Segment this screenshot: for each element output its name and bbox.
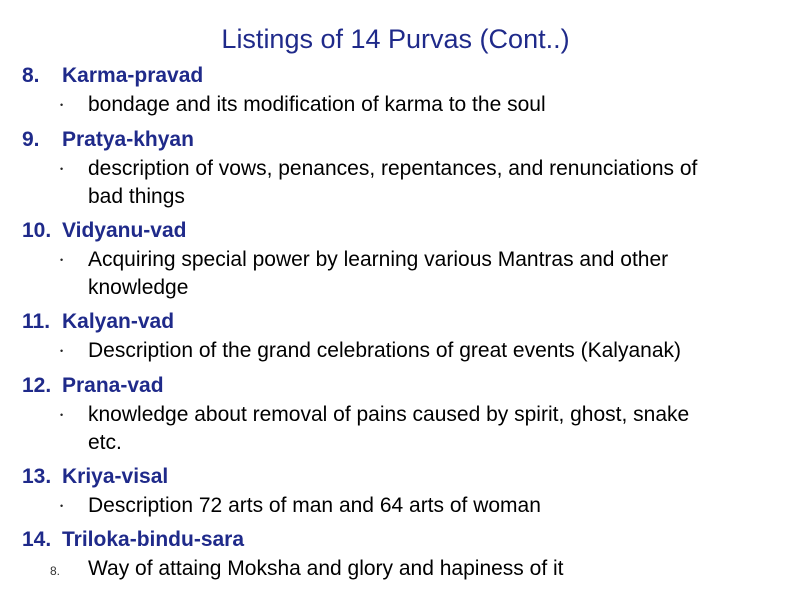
description-line: Description of the grand celebrations of great events (Kalyanak) [88,339,681,362]
item-name: Kalyan-vad [62,310,175,333]
item-number: 12. [22,374,52,397]
purva-list [0,61,791,583]
item-heading [0,462,791,492]
item-name: Prana-vad [62,374,164,397]
item-number: 14. [22,528,52,551]
item-number: 10. [22,219,52,242]
description-line: etc. [88,431,122,454]
bullet-icon: • [60,410,64,420]
description-line: Description 72 arts of man and 64 arts of woman [88,494,541,517]
item-name: Triloka-bindu-sara [62,528,245,551]
item-name: Karma-pravad [62,64,204,87]
item-heading [0,525,791,555]
item-description [0,337,791,365]
item-description [0,246,791,302]
list-item [0,525,791,583]
item-number: 8. [22,64,40,87]
bullet-icon: • [60,100,64,110]
description-line: bondage and its modification of karma to the soul [88,93,546,116]
item-name: Vidyanu-vad [62,219,187,242]
bullet-icon: • [60,255,64,265]
list-item [0,371,791,457]
item-description [0,155,791,211]
slide-number: 8. [50,564,61,578]
bullet-icon: • [60,164,64,174]
title-text: Listings of 14 Purvas (Cont..) [221,24,570,54]
item-heading [0,371,791,401]
list-item [0,307,791,365]
description-line: description of vows, penances, repentances, and renunciations of [88,157,698,180]
description-line: bad things [88,185,185,208]
item-heading [0,125,791,155]
description-line: knowledge about removal of pains caused by spirit, ghost, snake [88,403,690,426]
item-description [0,91,791,119]
list-item [0,61,791,119]
description-line: Way of attaing Moksha and glory and hapiness of it [88,557,564,580]
item-heading [0,307,791,337]
item-heading [0,216,791,246]
item-number: 9. [22,128,40,151]
bullet-icon: • [60,501,64,511]
list-item [0,216,791,302]
list-item [0,462,791,520]
item-description [0,555,791,583]
description-line: Acquiring special power by learning various Mantras and other [88,248,669,271]
item-description [0,401,791,457]
item-heading [0,61,791,91]
page-title [0,20,791,58]
description-line: knowledge [88,276,189,299]
item-number: 13. [22,465,52,488]
item-description [0,492,791,520]
list-item [0,125,791,211]
bullet-icon: • [60,346,64,356]
item-name: Kriya-visal [62,465,169,488]
item-number: 11. [22,310,51,333]
item-name: Pratya-khyan [62,128,194,151]
